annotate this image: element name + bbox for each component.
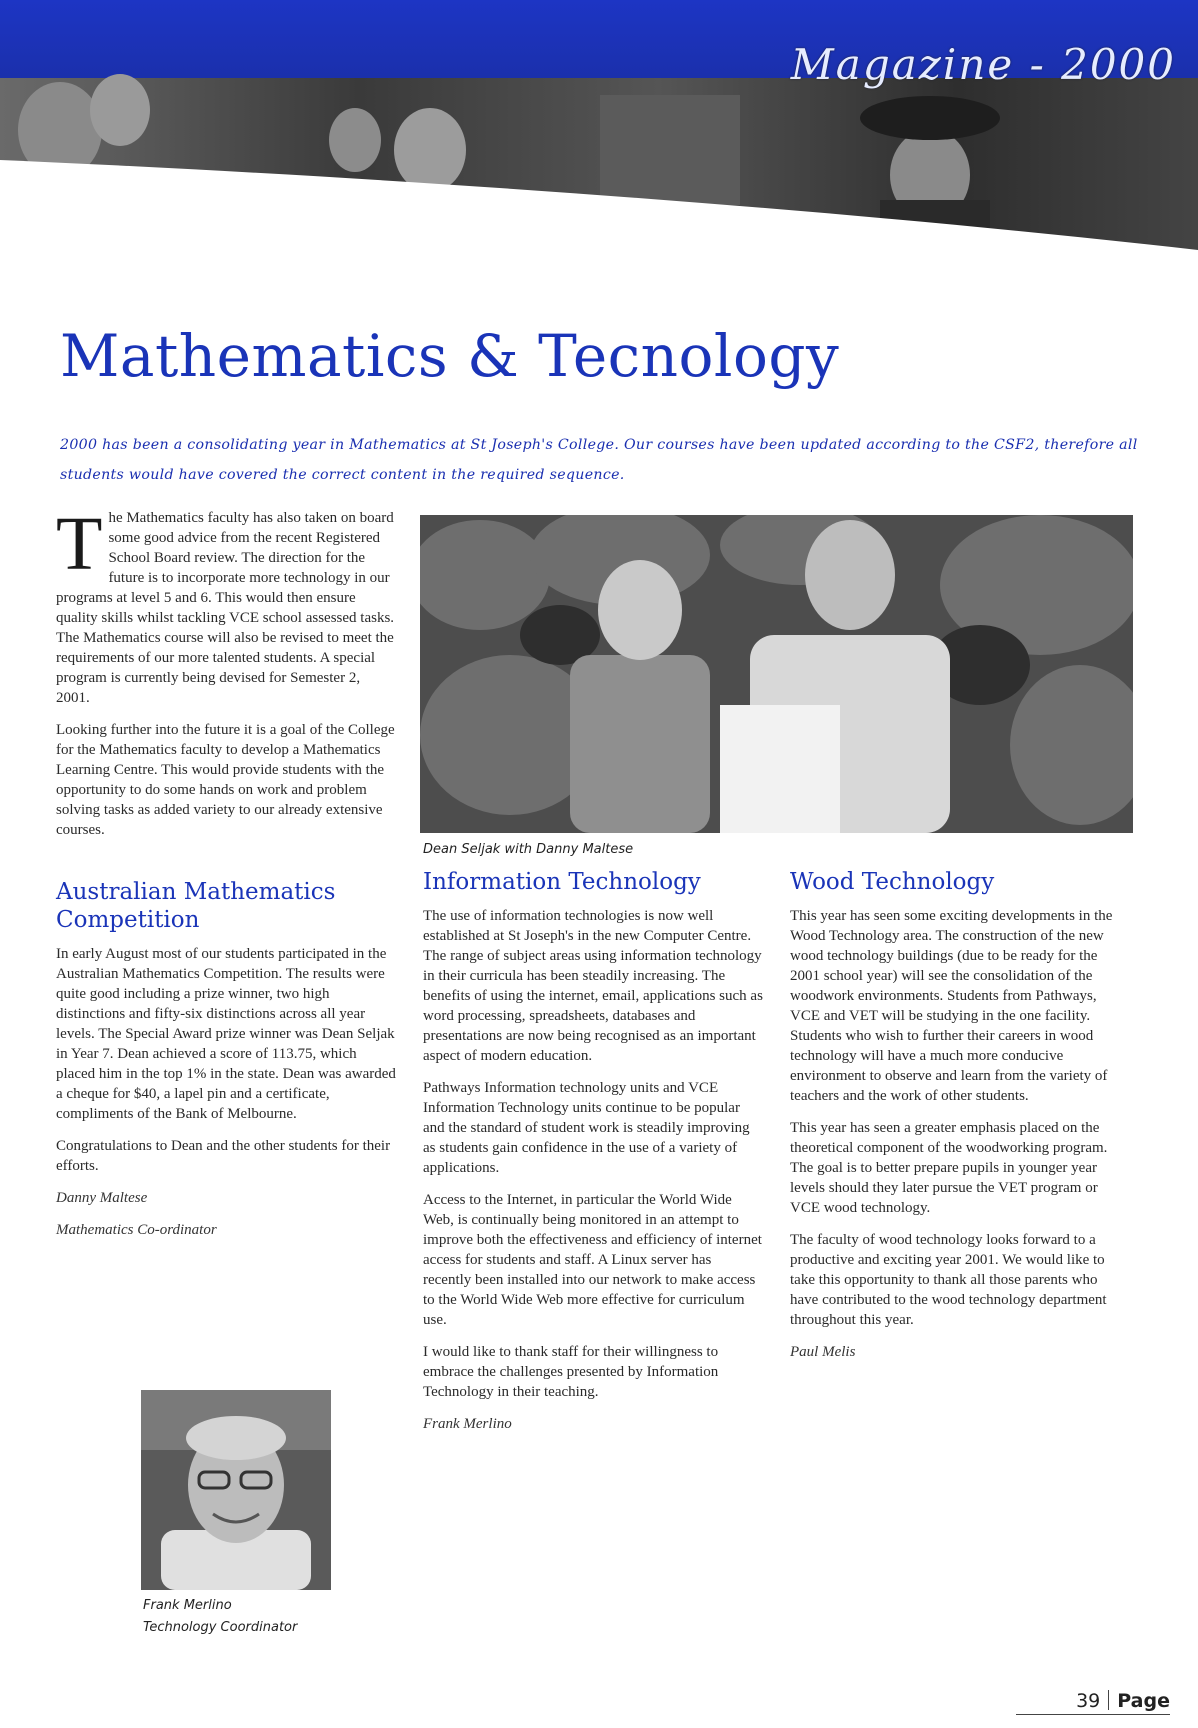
it-paragraph-3: Access to the Internet, in particular the World Wide Web, is continually being monitored in an attempt to improve both the effectiveness and efficiency of internet access for students and staff. A Linux server has recently been installed into our network to make access to the World Wide Web more effective for curriculum use. (423, 1192, 762, 1328)
maths-paragraph-1: The Mathematics faculty has also taken on board some good advice from the recent Registered School Board review. The direction for the future is to incorporate more technology in our programs at level 5 and 6. This would then ensure quality skills whilst tackling VCE school assessed tasks. The Mathematics course will also be revised to meet the requirements of our more talented students. A special program is currently being devised for Semester 2, 2001. (56, 502, 395, 706)
wood-heading: Wood Technology (790, 869, 995, 895)
competition-paragraph-1: In early August most of our students participated in the Australian Mathematics Competition. The results were quite good including a prize winner, two high distinctions and fifty-six distinctions across all year levels. The Special Award prize winner was Dean Seljak in Year 7. Dean achieved a score of 113.75, which placed him in the top 1% in the state. Dean was awarded a cheque for $40, a lapel pin and a certificate, compliments of the Bank of Melbourne. (56, 946, 396, 1122)
photo-small-caption-name: Frank Merlino (143, 1598, 232, 1613)
it-paragraph-4: I would like to thank staff for their willingness to embrace the challenges presented by Information Technology in their teaching. (423, 1344, 719, 1400)
page-number-value: 39 (1076, 1690, 1101, 1712)
wood-paragraph-1: This year has seen some exciting developments in the Wood Technology area. The construction of the new wood technology buildings (due to be ready for the 2001 school year) will see the consolidation of the woodwork environments. Students from Pathways, VCE and VET will be studying in the one facility. Students who wish to further their careers in wood technology will have a much more conducive environment to observe and learn from the variety of teachers and the work of other students. (790, 908, 1113, 1104)
it-author: Frank Merlino (423, 1416, 512, 1432)
it-paragraph-2: Pathways Information technology units and VCE Information Technology units continue to be popular and the standard of student work is steadily improving as students gain confidence in the use of a variety of applications. (423, 1080, 750, 1176)
header-banner (0, 0, 1198, 270)
maths-paragraph-2: Looking further into the future it is a goal of the College for the Mathematics faculty to develop a Mathematics Learning Centre. This would provide students with the opportunity to do some hands on work and problem solving tasks as added variety to our already extensive courses. (56, 722, 395, 838)
competition-author: Danny Maltese (56, 1190, 148, 1206)
maths-column (56, 502, 396, 1252)
photo-small-caption-role: Technology Coordinator (143, 1620, 298, 1635)
magazine-title: Magazine - 2000 (790, 40, 1176, 89)
competition-paragraph-2: Congratulations to Dean and the other students for their efforts. (56, 1138, 391, 1174)
competition-heading: Australian Mathematics Competition (56, 879, 336, 933)
wood-column (790, 868, 1128, 1374)
wood-author: Paul Melis (790, 1344, 856, 1360)
page-number (1016, 1690, 1170, 1715)
it-column (423, 868, 763, 1446)
wood-paragraph-2: This year has seen a greater emphasis placed on the theoretical component of the woodworking program. The goal is to better prepare pupils in younger year levels should they later pursue the VET program or VCE wood technology. (790, 1120, 1108, 1216)
page-title: Mathematics & Tecnology (60, 322, 840, 390)
page-label: Page (1117, 1690, 1170, 1712)
intro-text: 2000 has been a consolidating year in Mathematics at St Joseph's College. Our courses have been updated according to the CSF2, therefore all students would have covered the correct content in the required sequence. (60, 437, 1138, 483)
photo-frank-merlino (141, 1390, 331, 1590)
it-heading: Information Technology (423, 869, 701, 895)
dropcap: T (56, 502, 103, 586)
photo-dean-and-danny (420, 515, 1133, 833)
photo-main-caption: Dean Seljak with Danny Maltese (423, 842, 634, 857)
it-paragraph-1: The use of information technologies is now well established at St Joseph's in the new Computer Centre. The range of subject areas using information technology in their curricula has been steadily increasing. The benefits of using the internet, email, applications such as word processing, spreadsheets, databases and presentations are now being recognised as an important aspect of modern education. (423, 908, 763, 1064)
wood-paragraph-3: The faculty of wood technology looks forward to a productive and exciting year 2001. We would like to take this opportunity to thank all those parents who have contributed to the wood technology department throughout this year. (790, 1232, 1107, 1328)
competition-author-role: Mathematics Co-ordinator (56, 1222, 217, 1238)
